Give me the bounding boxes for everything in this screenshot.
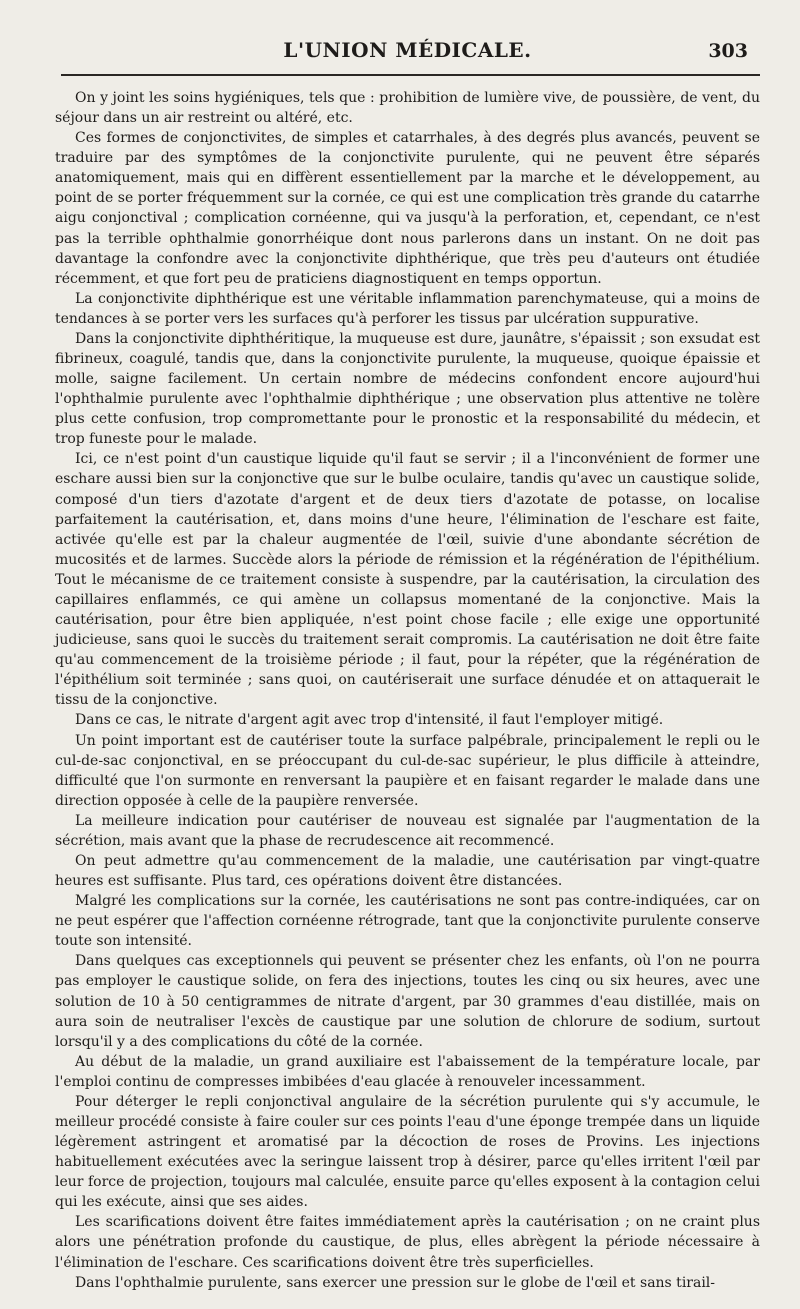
paragraph: La meilleure indication pour cautériser de nouveau est signalée par l'augmentation de la sécrétion, mais avant que la phase de recrudescence ait recommencé. bbox=[55, 812, 760, 849]
paragraph: Ici, ce n'est point d'un caustique liquide qu'il faut se servir ; il a l'inconvénient de former une eschare aussi bien sur la conjonctive que sur le bulbe oculaire, tandis qu'avec un caustique solide, composé d'un tiers d'azotate d'argent et de deux tiers d'azotate de potasse, on localise parfaitement la cautérisation, et, dans moins d'une heure, l'élimination de l'eschare est faite, activée qu'elle est par la chaleur augmentée de l'œil, suivie d'une abondante sécrétion de mucosités et de larmes. Succède alors la période de rémission et la régénération de l'épithélium. Tout le mécanisme de ce traitement consiste à suspendre, par la cautérisation, la circulation des capillaires enflammés, ce qui amène un collapsus momentané de la conjonctive. Mais la cautérisation, pour être bien appliquée, n'est point chose facile ; elle exige une opportunité judicieuse, sans quoi le succès du traitement serait compromis. La cautérisation ne doit être faite qu'au commencement de la troisième période ; il faut, pour la répéter, que la régénération de l'épithélium soit terminée ; sans quoi, on cautériserait une surface dénudée et on attaquerait le tissu de la conjonctive. bbox=[55, 451, 760, 709]
paragraph: Les scarifications doivent être faites immédiatement après la cautérisation ; on ne craint plus alors une pénétration profonde du caustique, de plus, elles abrègent la période nécessaire à l'élimination de l'eschare. Ces scarifications doivent être très superficielles. bbox=[55, 1214, 760, 1271]
page-header bbox=[55, 0, 760, 80]
paragraph: On y joint les soins hygiéniques, tels que : prohibition de lumière vive, de poussière, de vent, du séjour dans un air restreint ou altéré, etc. bbox=[55, 90, 760, 127]
paragraph: Pour déterger le repli conjonctival angulaire de la sécrétion purulente qui s'y accumule, le meilleur procédé consiste à faire couler sur ces points l'eau d'une éponge trempée dans un liquide légèrement astringent et aromatisé par la décoction de roses de Provins. Les injections habituellement exécutées avec la seringue laissent trop à désirer, parce qu'elles irritent l'œil par leur force de projection, toujours mal calculée, ensuite parce qu'elles exposent à la contagion celui qui les exécute, ainsi que ses aides. bbox=[55, 1093, 760, 1211]
paragraph: Dans quelques cas exceptionnels qui peuvent se présenter chez les enfants, où l'on ne pourra pas employer le caustique solide, on fera des injections, toutes les cinq ou six heures, avec une solution de 10 à 50 centigrammes de nitrate d'argent, par 30 grammes d'eau distillée, mais on aura soin de neutraliser l'excès de caustique par une solution de chlorure de sodium, surtout lorsqu'il y a des complications du côté de la cornée. bbox=[55, 953, 760, 1050]
paragraph: Dans ce cas, le nitrate d'argent agit avec trop d'intensité, il faut l'employer mitigé. bbox=[75, 712, 664, 729]
paragraph: Un point important est de cautériser toute la surface palpébrale, principalement le repli ou le cul-de-sac conjonctival, en se préoccupant du cul-de-sac supérieur, le plus difficile à atteindre, difficulté que l'on surmonte en renversant la paupière et en faisant regarder le malade dans une direction opposée à celle de la paupière renversée. bbox=[55, 732, 760, 809]
body-text bbox=[55, 88, 760, 1293]
paragraph: Ces formes de conjonctivites, de simples et catarrhales, à des degrés plus avancés, peuvent se traduire par des symptômes de la conjonctivite purulente, qui ne peuvent être séparés anatomiquement, mais qui en diffèrent essentiellement par la marche et le développement, au point de se porter fréquemment sur la cornée, ce qui est une complication très grande du catarrhe aigu conjonctival ; complication cornéenne, qui va jusqu'à la perforation, et, cependant, ce n'est pas la terrible ophthalmie gonorrhéique dont nous parlerons dans un instant. On ne doit pas davantage la confondre avec la conjonctivite diphthérique, que très peu d'auteurs ont étudiée récemment, et que fort peu de praticiens diagnostiquent en temps opportun. bbox=[55, 130, 760, 287]
paragraph: Au début de la maladie, un grand auxiliaire est l'abaissement de la température locale, par l'emploi continu de compresses imbibées d'eau glacée à renouveler incessamment. bbox=[55, 1053, 760, 1090]
page-number: 303 bbox=[708, 40, 748, 62]
paragraph: Malgré les complications sur la cornée, les cautérisations ne sont pas contre-indiquées, car on ne peut espérer que l'affection cornéenne rétrograde, tant que la conjonctivite purulente conserve toute son intensité. bbox=[55, 893, 760, 950]
header-rule bbox=[61, 74, 760, 76]
paragraph: Dans l'ophthalmie purulente, sans exercer une pression sur le globe de l'œil et sans tirail- bbox=[75, 1274, 716, 1291]
paragraph: On peut admettre qu'au commencement de la maladie, une cautérisation par vingt-quatre heures est suffisante. Plus tard, ces opérations doivent être distancées. bbox=[55, 852, 760, 890]
paragraph: La conjonctivite diphthérique est une véritable inflammation parenchymateuse, qui a moins de tendances à se porter vers les surfaces qu'à perforer les tissus par ulcération suppurative. bbox=[55, 290, 760, 327]
paragraph: Dans la conjonctivite diphthéritique, la muqueuse est dure, jaunâtre, s'épaissit ; son exsudat est fibrineux, coagulé, tandis que, dans la conjonctivite purulente, la muqueuse, quoique épaissie et molle, saigne facilement. Un certain nombre de médecins confondent encore aujourd'hui l'ophthalmie purulente avec l'ophthalmie diphthérique ; une observation plus attentive ne tolère plus cette confusion, trop compromettante pour le pronostic et la responsabilité du médecin, et trop funeste pour le malade. bbox=[55, 330, 760, 448]
running-title: L'UNION MÉDICALE. bbox=[283, 38, 532, 62]
